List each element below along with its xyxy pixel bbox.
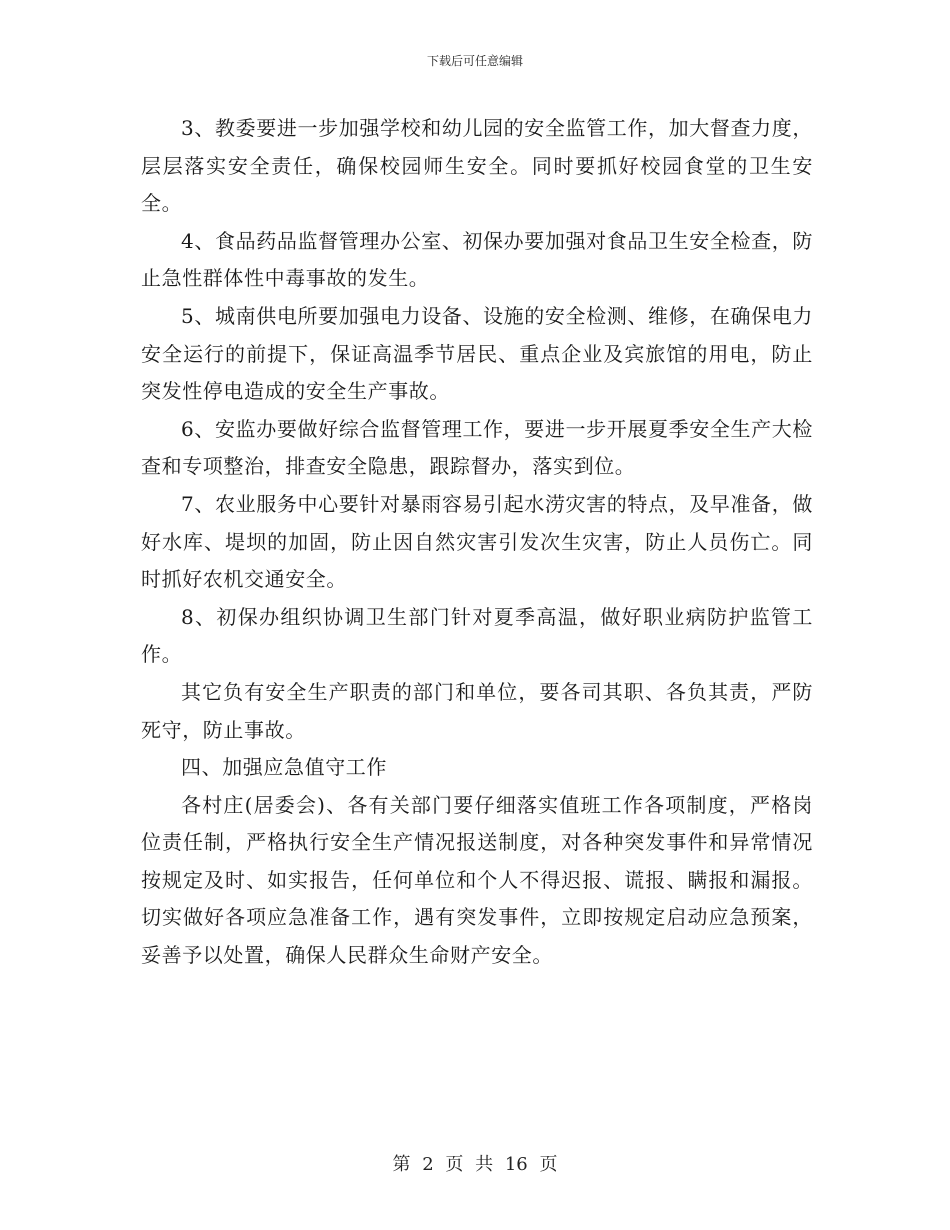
paragraph-item-4: 4、食品药品监督管理办公室、初保办要加强对食品卫生安全检查，防止急性群体性中毒事故的发生。 — [141, 228, 813, 291]
paragraph-emergency-duty: 各村庄(居委会)、各有关部门要仔细落实值班工作各项制度，严格岗位责任制，严格执行安全生产情况报送制度，对各种突发事件和异常情况按规定及时、如实报告，任何单位和个人不得迟报、谎报、瞒报和漏报。切实做好各项应急准备工作，遇有突发事件，立即按规定启动应急预案，妥善予以处置，确保人民群众生命财产安全。 — [141, 792, 813, 968]
header-note: 下载后可任意编辑 — [426, 54, 523, 68]
page-number: 第 2 页 共 16 页 — [392, 1154, 558, 1175]
paragraph-other-departments: 其它负有安全生产职责的部门和单位，要各司其职、各负其责，严防死守，防止事故。 — [141, 679, 813, 742]
paragraph-item-6: 6、安监办要做好综合监督管理工作，要进一步开展夏季安全生产大检查和专项整治，排查安全隐患，跟踪督办，落实到位。 — [141, 416, 813, 479]
paragraph-item-8: 8、初保办组织协调卫生部门针对夏季高温，做好职业病防护监管工作。 — [141, 604, 813, 667]
paragraph-item-7: 7、农业服务中心要针对暴雨容易引起水涝灾害的特点，及早准备，做好水库、堤坝的加固，防止因自然灾害引发次生灾害，防止人员伤亡。同时抓好农机交通安全。 — [141, 491, 813, 592]
paragraph-item-5: 5、城南供电所要加强电力设备、设施的安全检测、维修，在确保电力安全运行的前提下，保证高温季节居民、重点企业及宾旅馆的用电，防止突发性停电造成的安全生产事故。 — [141, 303, 813, 404]
paragraph-item-3: 3、教委要进一步加强学校和幼儿园的安全监管工作，加大督查力度，层层落实安全责任，确保校园师生安全。同时要抓好校园食堂的卫生安全。 — [141, 116, 813, 216]
section-heading-four: 四、加强应急值守工作 — [181, 755, 387, 780]
document-body — [141, 110, 813, 975]
